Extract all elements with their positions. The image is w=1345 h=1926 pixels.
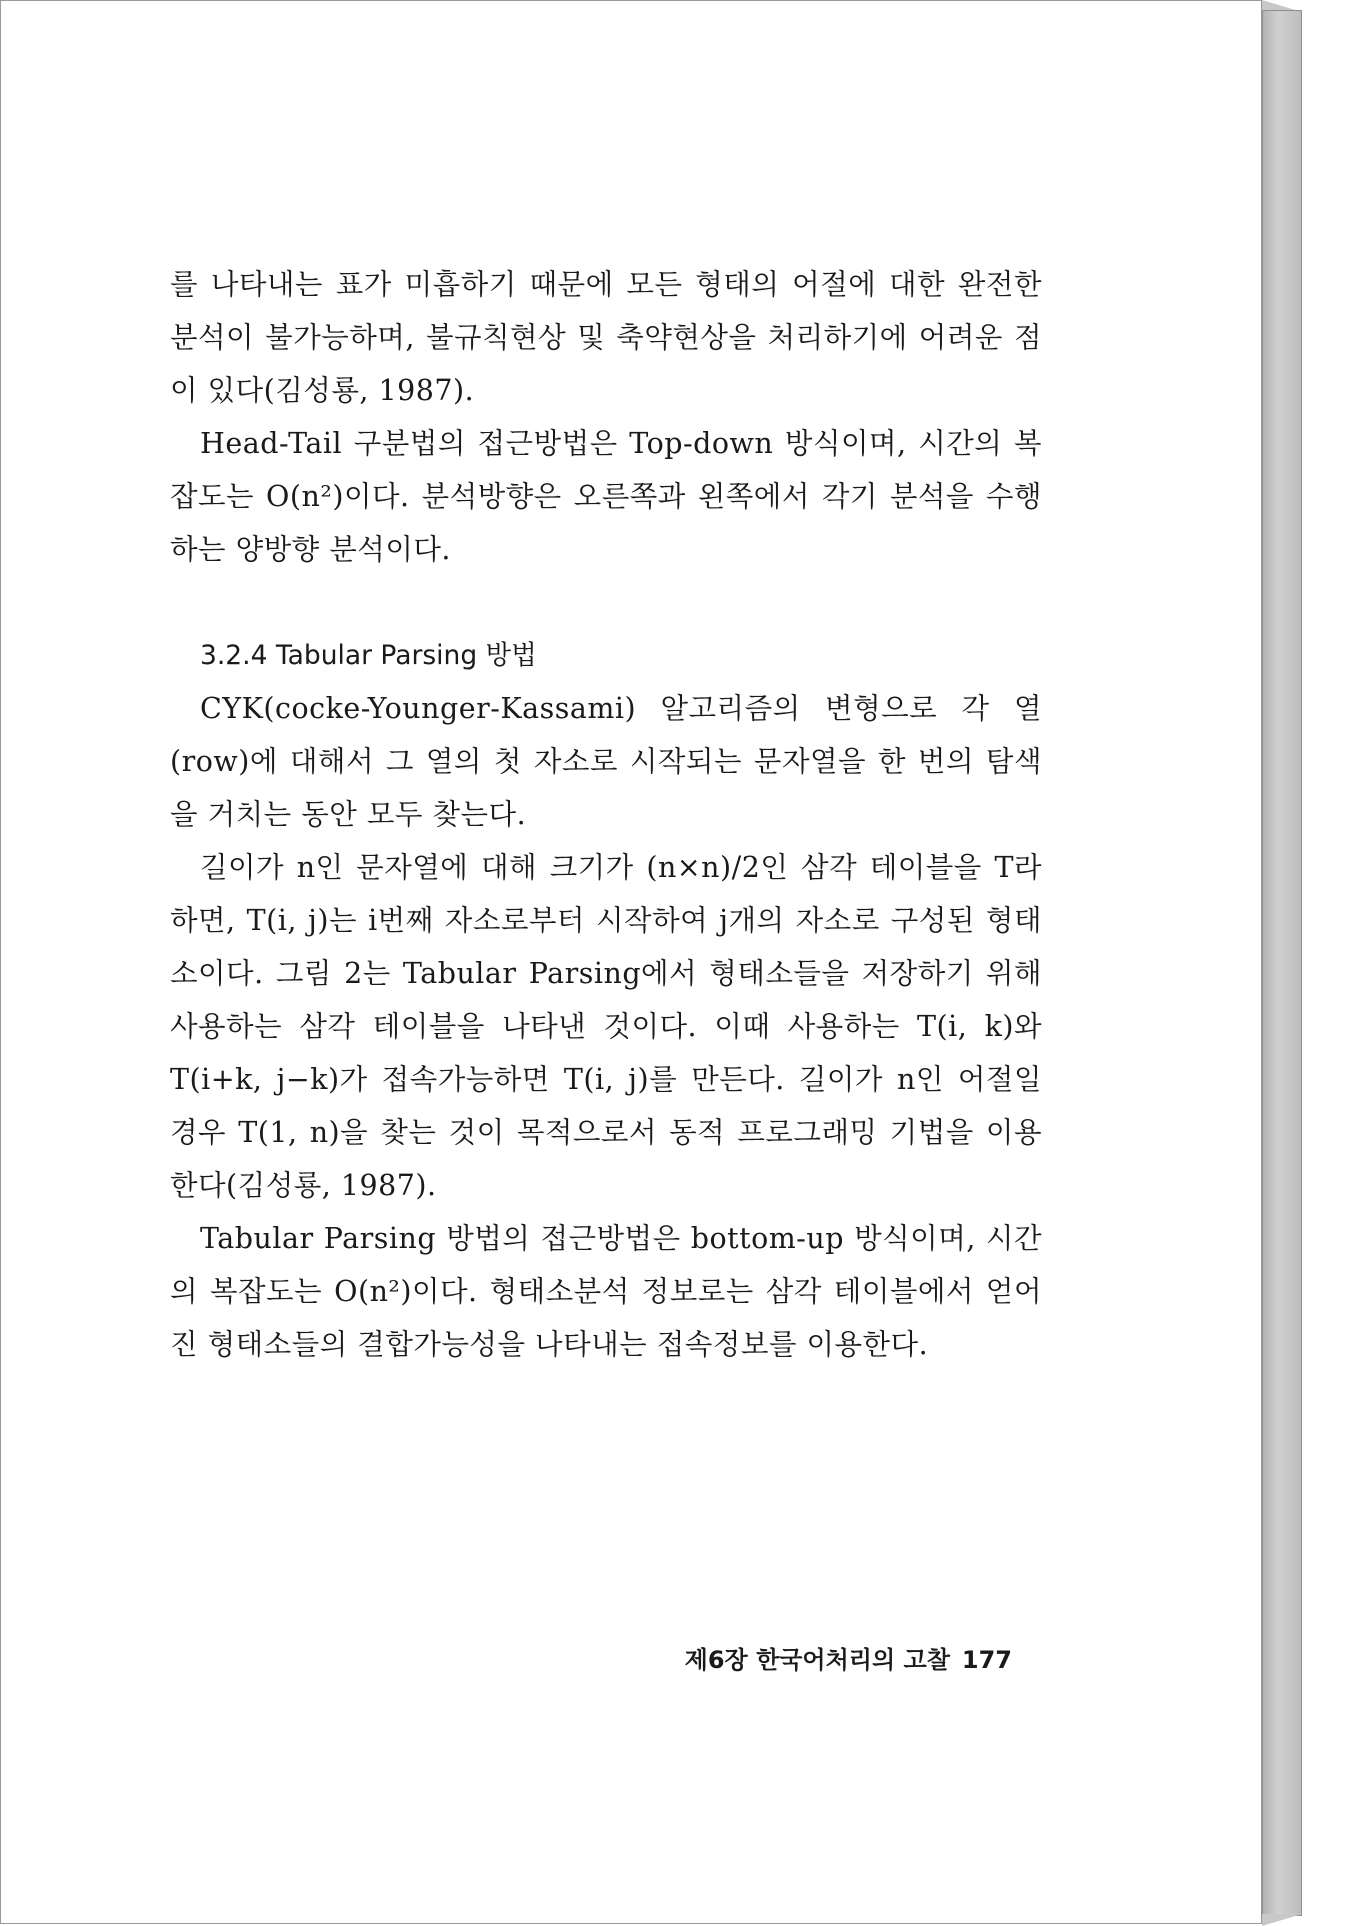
running-chapter-title: 제6장 한국어처리의 고찰 <box>684 1646 950 1674</box>
paragraph-cyk: CYK(cocke-Younger-Kassami) 알고리즘의 변형으로 각 열(row)에 대해서 그 열의 첫 자소로 시작되는 문자열을 한 번의 탐색을 거치는 동안 모두 찾는다. <box>170 692 1042 831</box>
page-footer <box>680 1640 1012 1675</box>
paragraph-tabular-complexity: Tabular Parsing 방법의 접근방법은 bottom-up 방식이며, 시간의 복잡도는 O(n²)이다. 형태소분석 정보로는 삼각 테이블에서 얻어진 형태소들의 결합가능성을 나타내는 접속정보를 이용한다. <box>170 1222 1042 1361</box>
page-body <box>170 258 1042 1371</box>
paragraph-triangle-table: 길이가 n인 문자열에 대해 크기가 (n×n)/2인 삼각 테이블을 T라 하면, T(i, j)는 i번째 자소로부터 시작하여 j개의 자소로 구성된 형태소이다. 그림 2는 Tabular Parsing에서 형태소들을 저장하기 위해 사용하는 삼각 테이블을 나타낸 것이다. 이때 사용하는 T(i, k)와 T(i+k, j−k)가 접속가능하면 T(i, j)를 만든다. 길이가 n인 어절일 경우 T(1, n)을 찾는 것이 목적으로서 동적 프로그래밍 기법을 이용한다(김성룡, 1987). <box>170 851 1042 1202</box>
paragraph-continued: 를 나타내는 표가 미흡하기 때문에 모든 형태의 어절에 대한 완전한 분석이 불가능하며, 불규칙현상 및 축약현상을 처리하기에 어려운 점이 있다(김성룡, 1987). <box>170 268 1042 407</box>
section-heading: 3.2.4 Tabular Parsing 방법 <box>200 640 537 671</box>
page-number: 177 <box>961 1646 1012 1674</box>
page-stack-edge <box>1262 10 1302 1916</box>
paragraph-head-tail: Head-Tail 구분법의 접근방법은 Top-down 방식이며, 시간의 복잡도는 O(n²)이다. 분석방향은 오른쪽과 왼쪽에서 각기 분석을 수행하는 양방향 분석이다. <box>170 427 1042 566</box>
